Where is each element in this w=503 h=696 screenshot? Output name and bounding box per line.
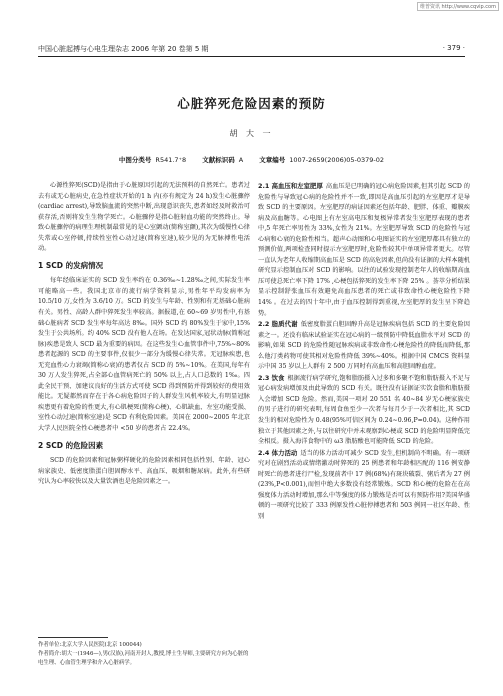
doc-code-label: 文献标识码 <box>202 156 235 164</box>
section-2-4-body: 适当的体力活动可减少 SCD 发生,但机制尚不明确。有一项研究对在剧烈活动或情绪激动时猝死的 25 例患者和年龄相匹配的 116 例安静时死亡的患者进行尸检,发现前者中 17 例(68%)有斑块破裂、粥后者为 27 例(23%,P<0.001),而恒中绝大多数没有经常锻炼。SCD 和心梗的危险在在高强度体力活动时增加,那么中等强度的体力锻炼是否可以有预防作用?美国华盛顿的一项研究比较了 333 例原发性心脏停搏患者和 503 例同一社区年龄、性别 <box>258 449 470 520</box>
section-2-1-heading: 2.1 高血压和左室肥厚 <box>258 182 323 190</box>
watermark-stamp: 维普资讯 http://www.cqvip.com <box>417 2 499 11</box>
article-author: 胡 大 一 <box>229 129 274 138</box>
footnote-bio: 作者简介:胡大一(1946—),男(汉族),河南开封人,教授,博士生导师,主要研究方向为心脏的电生理、心血管生理学和介入心脏病学。 <box>38 651 249 666</box>
right-column <box>258 181 470 523</box>
journal-name: 中国心脏起搏与心电生理杂志 2006 年第 20 卷第 5 期 <box>38 45 209 53</box>
footnotes <box>38 641 250 668</box>
left-column <box>38 181 250 488</box>
article-id-value: 1007-2659(2006)05-0379-02 <box>289 156 385 164</box>
doc-code-value: A <box>238 156 244 164</box>
clc-label: 中图分类号 <box>118 156 152 164</box>
article-id-label: 文章编号 <box>259 156 286 164</box>
section-2-3-body: 根据流行病学研究,饱和脂肪摄入过多和多聚不饱和脂肪摄入不足与冠心病发病增加及由此导致的 SCD 有关。既往没有证据证实饮食脂和脂肪摄入会增加 SCD 危险。然而,美国一项对 20 551 名 40~84 岁无心梗家族史的男子进行的研究表明,每周食鱼至少一次者与每月少于一次者相比,其 SCD 发生的相对危险性为 0.48(95%可信区间为 0.24~0.96,P=0.04)。这种作用独立于其他因素之外,与以往研究中并未观察到心梗或 SCD 的危险明显降低完全相反。摄入海洋食物中的 ω3 脂肪酸也可能降低 SCD 的危险。 <box>258 374 471 446</box>
section-2-heading: 2 SCD 的危险因素 <box>38 440 104 450</box>
section-2-1-body: 高血压是已明确的冠心病危险因素,但其引起 SCD 的危险性与导致冠心病的危险性并不一致,即因是高血压引起的左室肥厚才是导致 SCD 的主要原因。左室肥厚的病证因素还包括年龄、肥胖、体重、瓣膜疾病及高血糖等。心电图上有左室高电压和复极异常者发生室肥厚表现的患者中,5 年死亡率男性为 33%,女性为 21%。左室肥厚导致 SCD 的危险性与冠心病和心衰的危险性相当。超声心动图和心电图证实的左室肥厚都具有独立的预测价值,两项检查同时提示左室肥厚时,危险性较其中单项异常者更大。尽管一直认为老年人收缩期高血压是 SCD 的高危因素,但尚没有证据的大样本随机研究显示控制血压对 SCD 的影响。以往的试验发现控制老年人的收缩期高血压可使总死亡率下降 17% ,心梗包括猝死的发生率下降 25% 。荟萃分析结果显示控制舒张血压有效避免高血压患者的死亡或非致命性心梗危险性下降 14% 。在过去的四十年中,由于血压控制得到重视,左室肥厚的发生呈下降趋势。 <box>258 183 470 317</box>
clc-value: R541.7⁺8 <box>155 156 187 164</box>
section-2-2-heading: 2.2 脂质代谢 <box>258 320 298 329</box>
section-1-body: 每年经临床证实的 SCD 发生率约在 0.36‰~1.28‰之间,实际发生率可能略高一些。我国北京市的流行病学资料显示,男性年平均发病率为 10.5/10 万,女性为 3.6/10 万。SCD 的发生与年龄、性别和有无基础心脏病有关。男性、高龄人群中猝死发生率较高。据报道,在 60~69 岁男性中,有基础心脏病者 SCD 发生率每年高达 8‰。国外 SCD 约 80%发生于家中,15% 发生于公共场所。约 40% SCD 没有他人在场。在发达国家,冠状动脉(简称冠脉)疾患是致人 SCD 最为重要的病因。在这些发生心血管事件中,75%~80%患者起源的 SCD 的主要事件,仅很少一部分为缓慢心律失常。无冠脉疾患,也无充血性心力衰竭(简称心衰)的患者仅占 SCD 的 5%~10%。在美国,每年有 30 万人发生猝死,占全部心血管病死亡的 50% 以上,占人口总数的 1‰。四此全民干预、加建议良好的生活方式可使 SCD 得到预防并得到较好的费用效能比。无疑都然而存在于各心病危险因子的人群发生风机率较大,有明显冠脉疾患更有着危险的性更大,有心肌梗死(简称心梗)、心肌缺血、左室功能受损、室性心动过速(简称室速)是 SCD 有利危险因素。美国在 2000~2005 年北京大学人民医院全性心梗患者中 <50 岁的患者占 22.4%。 <box>38 277 250 433</box>
section-2-3-heading: 2.3 饮食 <box>258 373 285 382</box>
section-2-4-heading: 2.4 体力活动 <box>258 448 298 457</box>
running-header <box>38 44 465 54</box>
article-title: 心脏猝死危险因素的预防 <box>177 96 326 111</box>
footnote-rule <box>38 637 108 638</box>
section-2-body: SCD 的危险因素和冠脉粥样硬化的危险因素相同包括性别、年龄、冠心病家族史、低密度脂蛋白胆固醇水平、高血压、吸烟和糖尿病。此外,有些研究认为心率较快以及大量饮酒也是危险因素之一。 <box>38 457 250 486</box>
intro-paragraph: 心源性猝死(SCD)是指由于心脏原因引起的无法预料的自然死亡。患者过去有或无心脏病史,在急性症状开始的1 h 内(亦有规定为 24 h)发生心脏骤停(cardiac arrest),导致脑血流的突然中断,出现意识丧失,患者如经及时救治可获存活,否则将发生生物学死亡。心脏骤停是指心脏射血功能的突然终止。导致心脏骤停的病理生理机制最常见的是心室颤动(简称室颤),其次为缓慢性心律失常或心室停顿,持续性室性心动过速(简称室速),较少见的为无脉搏性电活动。 <box>38 182 250 253</box>
section-2-2-body: 低密度脂蛋白胆固醇升高是冠脉疾病包括 SCD 的主要危险因素之一。还没有临床试验证实在冠心病的一级预防中降低血脂水平对 SCD 的影响,如果 SCD 的危险性随冠脉疾病或非致命性心梗危险性的降低而降低,那么他汀类药物可使其相对危险性降低 39%~40%。根据中国 CMCS 资料显示中国 35 岁以上人群有 2 500 万同时有高血压和高胆固醇血症。 <box>258 321 470 371</box>
header-rule <box>38 56 465 57</box>
footnote-affiliation: 作者单位:北京大学人民医院(北京 100044) <box>38 642 142 648</box>
section-1-heading: 1 SCD 的发病情况 <box>38 260 104 270</box>
page-number: · 379 · <box>442 44 465 52</box>
classification-line <box>0 155 503 164</box>
